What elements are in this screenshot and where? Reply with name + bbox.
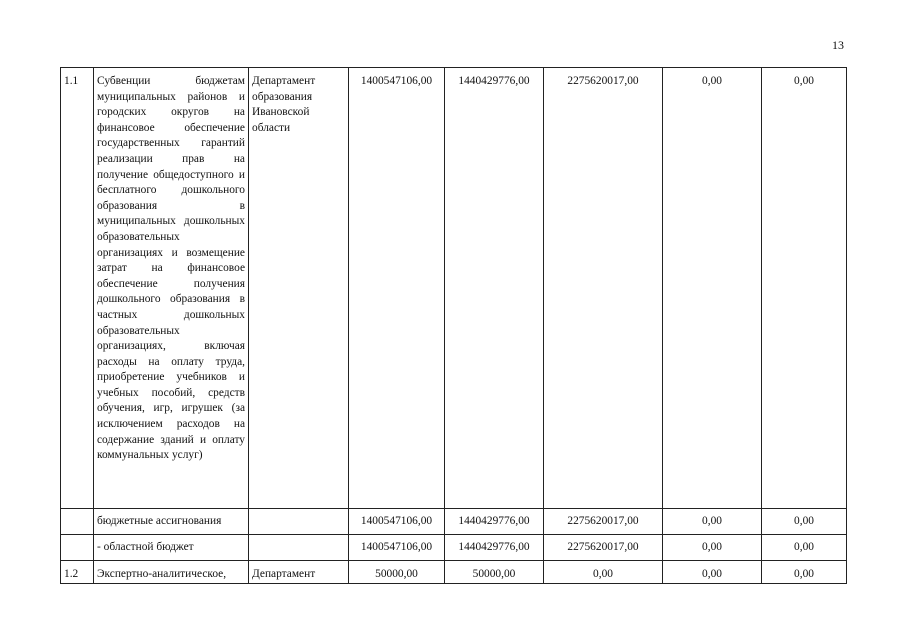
row-value-3: 2275620017,00	[544, 68, 663, 509]
row-name	[94, 68, 249, 509]
row-value-2: 50000,00	[445, 561, 544, 584]
table-row	[61, 535, 847, 561]
row-value-1: 50000,00	[349, 561, 445, 584]
row-value-1: 1400547106,00	[349, 509, 445, 535]
row-number	[61, 535, 94, 561]
row-executor: Департамент	[249, 561, 349, 584]
row-value-2: 1440429776,00	[445, 68, 544, 509]
row-value-5: 0,00	[762, 509, 847, 535]
table-row	[61, 561, 847, 584]
row-executor: Департамент образования Ивановской области	[249, 68, 349, 509]
row-value-3: 2275620017,00	[544, 509, 663, 535]
row-value-5: 0,00	[762, 535, 847, 561]
row-value-4: 0,00	[663, 535, 762, 561]
row-number: 1.2	[61, 561, 94, 584]
row-name-text: Субвенции бюджетам муниципальных районов и городских округов на финансовое обеспечение государственных гарантий реализации прав на получение общедоступного и бесплатного дошкольного образования в муниципальных дошкольных образовательных организациях и возмещение затрат на финансовое обеспечение получения дошкольного образования в частных дошкольных образовательных организациях, включая расходы на оплату труда, приобретение учебников и учебных пособий, средств обучения, игр, игрушек (за исключением расходов на содержание зданий и оплату коммунальных услуг)	[97, 75, 245, 462]
row-name: Экспертно-аналитическое,	[94, 561, 249, 584]
row-number	[61, 509, 94, 535]
row-executor	[249, 535, 349, 561]
row-name: бюджетные ассигнования	[94, 509, 249, 535]
row-value-3: 2275620017,00	[544, 535, 663, 561]
row-executor	[249, 509, 349, 535]
row-value-4: 0,00	[663, 509, 762, 535]
row-value-2: 1440429776,00	[445, 535, 544, 561]
row-name: - областной бюджет	[94, 535, 249, 561]
row-value-4: 0,00	[663, 68, 762, 509]
row-value-1: 1400547106,00	[349, 535, 445, 561]
row-value-5: 0,00	[762, 68, 847, 509]
table-row	[61, 68, 847, 509]
row-value-5: 0,00	[762, 561, 847, 584]
budget-table	[60, 67, 847, 584]
table-row	[61, 509, 847, 535]
row-value-2: 1440429776,00	[445, 509, 544, 535]
row-value-3: 0,00	[544, 561, 663, 584]
page-number: 13	[832, 38, 844, 52]
row-number: 1.1	[61, 68, 94, 509]
row-value-4: 0,00	[663, 561, 762, 584]
row-value-1: 1400547106,00	[349, 68, 445, 509]
